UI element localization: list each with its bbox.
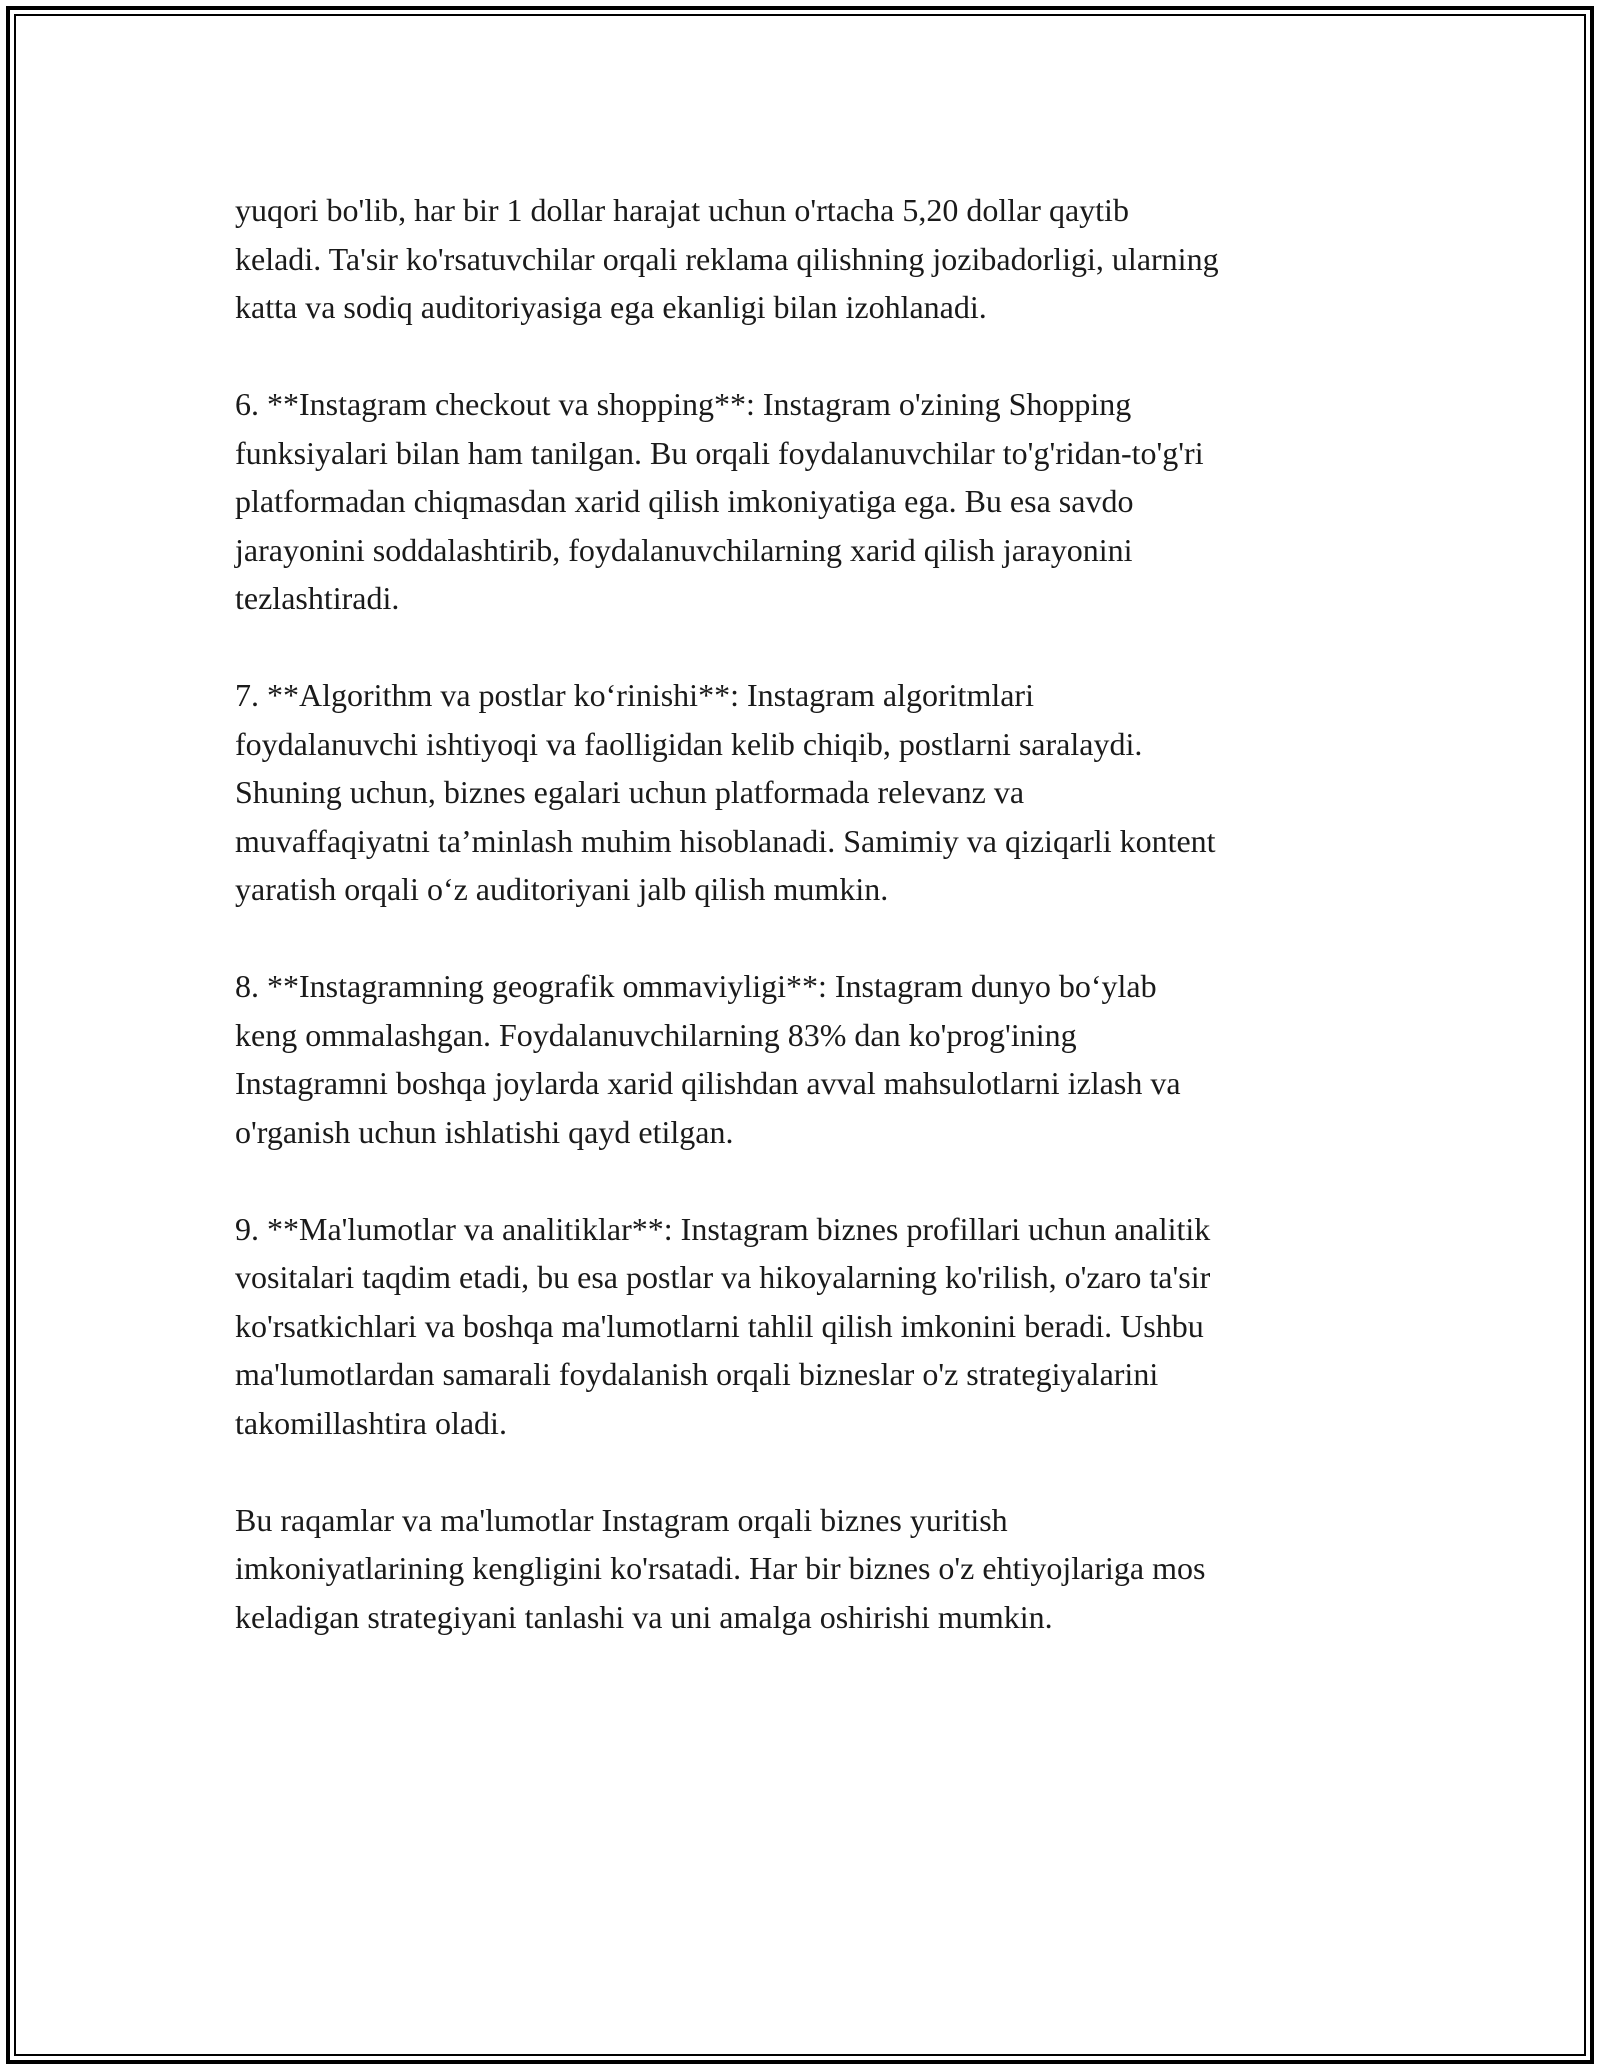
- paragraph-item-8: 8. **Instagramning geografik ommaviyligi**: Instagram dunyo bo‘ylab keng ommalashgan. Foydalanuvchilarning 83% dan ko'prog'ining Instagramni boshqa joylarda xarid qilishdan avval mahsulotlarni izlash va o'rganish uchun ishlatishi qayd etilgan.: [235, 968, 1181, 1150]
- paragraph-continuation: yuqori bo'lib, har bir 1 dollar harajat uchun o'rtacha 5,20 dollar qaytib keladi. Ta'sir ko'rsatuvchilar orqali reklama qilishning jozibadorligi, ularning katta va sodiq auditoriyasiga ega ekanligi bilan izohlanadi.: [235, 192, 1219, 325]
- paragraph-item-9: 9. **Ma'lumotlar va analitiklar**: Instagram biznes profillari uchun analitik vositalari taqdim etadi, bu esa postlar va hikoyalarning ko'rilish, o'zaro ta'sir ko'rsatkichlari va boshqa ma'lumotlarni tahlil qilish imkonini beradi. Ushbu ma'lumotlardan samarali foydalanish orqali bizneslar o'z strategiyalarini takomillashtira oladi.: [235, 1210, 1211, 1441]
- paragraph-conclusion: Bu raqamlar va ma'lumotlar Instagram orqali biznes yuritish imkoniyatlarining kengligini ko'rsatadi. Har bir biznes o'z ehtiyojlariga mos keladigan strategiyani tanlashi va uni amalga oshirishi mumkin.: [235, 1501, 1206, 1635]
- document-body: [235, 186, 1375, 1690]
- paragraph-item-7: 7. **Algorithm va postlar ko‘rinishi**: Instagram algoritmlari foydalanuvchi ishtiyoqi va faolligidan kelib chiqib, postlarni saralaydi. Shuning uchun, biznes egalari uchun platformada relevanz va muvaffaqiyatni ta’minlash muhim hisoblanadi. Samimiy va qiziqarli kontent yaratish orqali o‘z auditoriyani jalb qilish mumkin.: [235, 677, 1216, 907]
- paragraph-item-6: 6. **Instagram checkout va shopping**: Instagram o'zining Shopping funksiyalari bilan ham tanilgan. Bu orqali foydalanuvchilar to'g'ridan-to'g'ri platformadan chiqmasdan xarid qilish imkoniyatiga ega. Bu esa savdo jarayonini soddalashtirib, foydalanuvchilarning xarid qilish jarayonini tezlashtiradi.: [235, 386, 1204, 616]
